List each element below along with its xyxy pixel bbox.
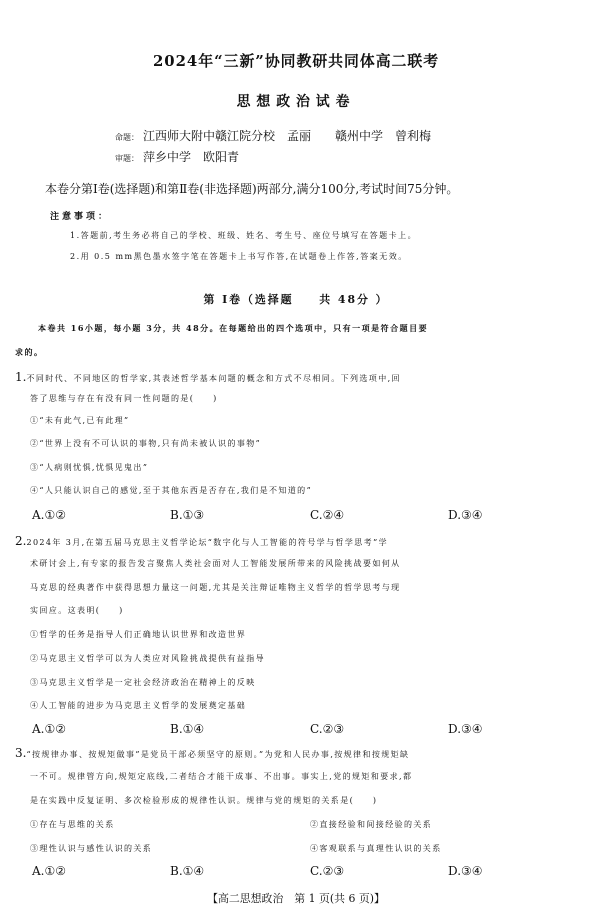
choice-c[interactable]: C.②④: [310, 508, 345, 522]
question-3-item: ②直接经验和间接经验的关系: [310, 820, 433, 829]
question-2-item: ①哲学的任务是指导人们正确地认识世界和改造世界: [30, 630, 247, 639]
exam-intro: 本卷分第Ⅰ卷(选择题)和第Ⅱ卷(非选择题)两部分,满分100分,考试时间75分钟。: [45, 182, 459, 196]
choice-a[interactable]: A.①②: [32, 722, 66, 736]
question-1-item: ①“未有此气,已有此理”: [30, 416, 130, 425]
choice-d[interactable]: D.③④: [448, 722, 483, 736]
reviewer-line: [115, 148, 239, 165]
choice-b[interactable]: B.①③: [170, 508, 205, 522]
section-desc: 本卷共 16小题，每小题 3分，共 48分。在每题给出的四个选项中，只有一项是符合题目要: [38, 323, 429, 333]
question-2-line: 马克思的经典著作中获得思想力量这一问题,尤其是关注辩证唯物主义哲学的哲学思考与现: [30, 583, 401, 592]
question-2-item: ③马克思主义哲学是一定社会经济政治在精神上的反映: [30, 678, 256, 687]
question-2-line: 实回应。这表明( ): [30, 606, 124, 615]
note-item: 1.答题前,考生务必将自己的学校、班级、姓名、考生号、座位号填写在答题卡上。: [70, 231, 418, 240]
reviewer-value: 萍乡中学 欧阳青: [143, 150, 240, 164]
question-1-line: 1.不同时代、不同地区的哲学家,其表述哲学基本问题的概念和方式不尽相同。下列选项中,回: [15, 370, 401, 384]
choice-a[interactable]: A.①②: [32, 864, 66, 878]
question-2-item: ④人工智能的进步为马克思主义哲学的发展奠定基础: [30, 701, 247, 710]
exam-title: 2024年“三新”协同教研共同体高二联考: [152, 52, 440, 70]
question-3-line: 3.“按规律办事、按规矩做事”是党员干部必须坚守的原则。”为党和人民办事,按规律和按规矩缺: [15, 746, 410, 760]
question-1-line: 答了思维与存在有没有同一性问题的是( ): [30, 394, 218, 403]
reviewer-label: 审题：: [115, 154, 139, 163]
section-desc: 求的。: [15, 347, 44, 357]
subject-title: 思想政治试卷: [236, 94, 356, 110]
question-number: 3.: [15, 746, 27, 760]
proposer-value: 江西师大附中赣江院分校 孟丽 赣州中学 曾利梅: [143, 129, 432, 143]
question-3-line: 是在实践中反复证明、多次检验形成的规律性认识。规律与党的规矩的关系是( ): [30, 796, 378, 805]
question-2-line: 2.2024年 3月,在第五届马克思主义哲学论坛“数字化与人工智能的符号学与哲学思考”学: [15, 534, 388, 548]
question-3-item: ③理性认识与感性认识的关系: [30, 844, 153, 853]
note-item: 2.用 0.5 mm黑色墨水签字笔在答题卡上书写作答,在试题卷上作答,答案无效。: [70, 252, 408, 261]
choice-d[interactable]: D.③④: [448, 864, 483, 878]
choice-c[interactable]: C.②③: [310, 722, 345, 736]
section-title: 第 Ⅰ卷（选择题 共 48分 ）: [203, 293, 389, 306]
question-1-item: ④“人只能认识自己的感觉,至于其他东西是否存在,我们是不知道的”: [30, 486, 313, 495]
choice-b[interactable]: B.①④: [170, 722, 205, 736]
choice-c[interactable]: C.②③: [310, 864, 345, 878]
notes-heading: 注意事项：: [50, 212, 111, 222]
question-number: 1.: [15, 370, 27, 384]
choice-a[interactable]: A.①②: [32, 508, 66, 522]
choice-b[interactable]: B.①④: [170, 864, 205, 878]
question-number: 2.: [15, 534, 27, 548]
question-3-item: ①存在与思维的关系: [30, 820, 115, 829]
question-1-item: ③“人病则忧惧,忧惧见鬼出”: [30, 463, 149, 472]
question-3-line: 一不可。规律管方向,规矩定底线,二者结合才能干成事、不出事。事实上,党的规矩和要求,都: [30, 772, 413, 781]
question-3-item: ④客观联系与真理性认识的关系: [310, 844, 442, 853]
choice-d[interactable]: D.③④: [448, 508, 483, 522]
question-2-item: ②马克思主义哲学可以为人类应对风险挑战提供有益指导: [30, 654, 265, 663]
question-2-line: 术研讨会上,有专家的报告发言聚焦人类社会面对人工智能发展所带来的风险挑战要如何从: [30, 559, 401, 568]
question-1-item: ②“世界上没有不可认识的事物,只有尚未被认识的事物”: [30, 439, 262, 448]
proposer-label: 命题：: [115, 133, 139, 142]
page-footer: 【高二思想政治 第 1 页(共 6 页)】: [207, 892, 385, 905]
proposer-line: [115, 127, 431, 144]
